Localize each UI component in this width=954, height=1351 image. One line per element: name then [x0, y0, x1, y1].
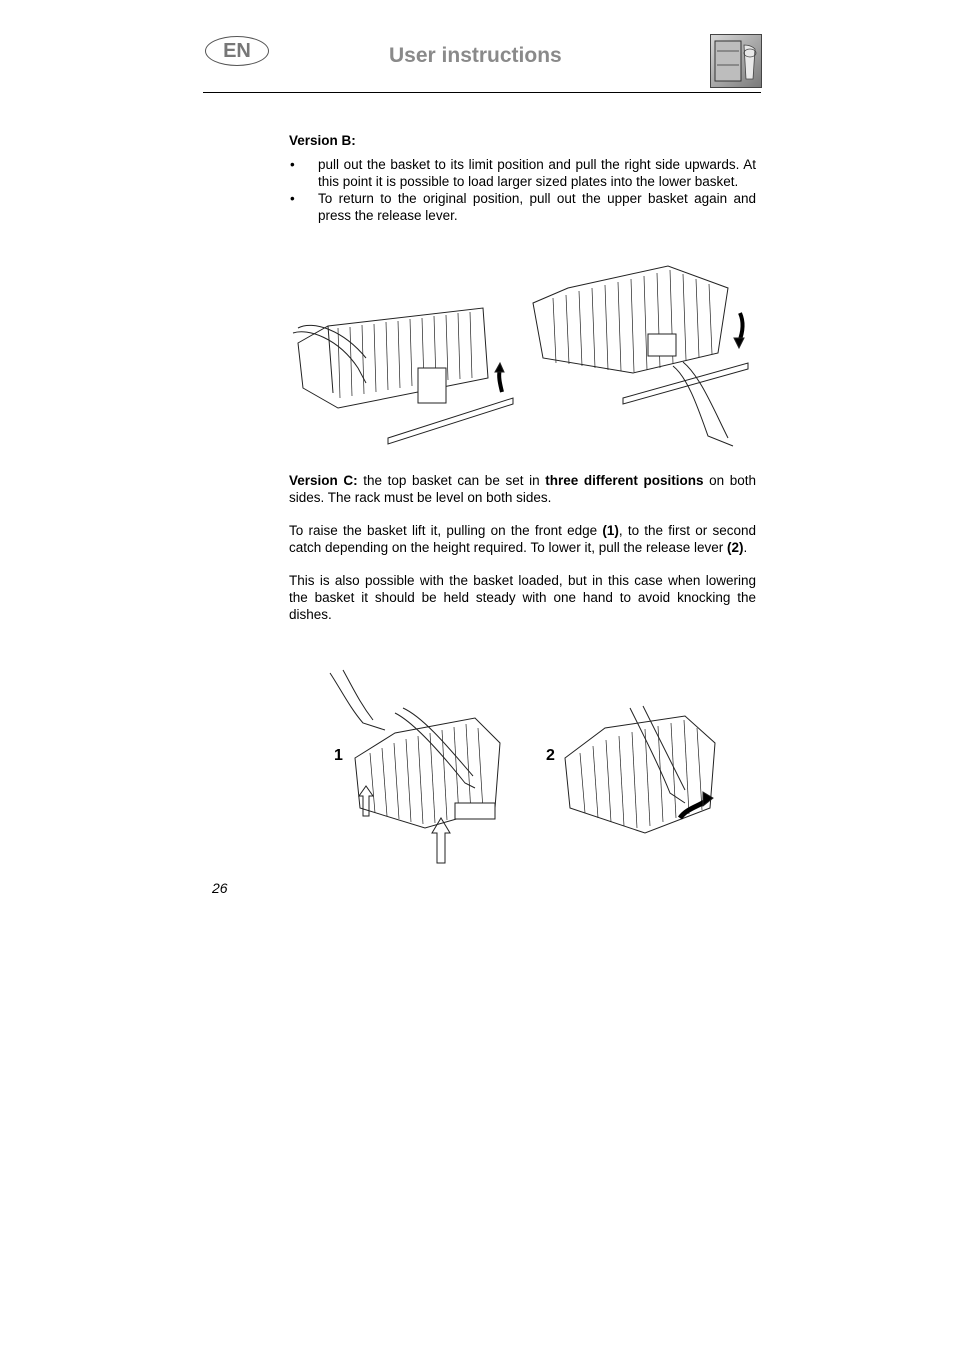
dishwasher-icon [710, 34, 762, 88]
figure-label-1: 1 [334, 747, 343, 764]
page-title: User instructions [389, 44, 562, 67]
list-item: • To return to the original position, pull out the upper basket again and press the release lever. [290, 191, 756, 223]
version-b-heading: Version B: [289, 133, 356, 148]
version-c-illustration [325, 668, 725, 868]
bullet-icon: • [290, 191, 295, 206]
language-badge: EN [205, 36, 269, 66]
list-item: • pull out the basket to its limit position and pull the right side upwards. At this point it is possible to load larger sized plates into the lower basket. [290, 157, 756, 189]
page-header [203, 30, 761, 94]
main-content [289, 132, 756, 224]
version-c-note: This is also possible with the basket loaded, but in this case when lowering the basket it should be held steady with one hand to avoid knocking the dishes. [289, 573, 756, 622]
version-c-intro: Version C: the top basket can be set in three different positions on both sides. The rack must be level on both sides. [289, 473, 756, 505]
version-b-list [289, 156, 756, 224]
version-b-illustration [288, 258, 758, 450]
version-c-section [289, 472, 756, 623]
figure-label-2: 2 [546, 747, 555, 764]
header-divider [203, 92, 761, 93]
version-c-raise: To raise the basket lift it, pulling on the front edge (1), to the first or second catch depending on the height required. To lower it, pull the release lever (2). [289, 523, 756, 555]
bullet-icon: • [290, 157, 295, 172]
page-number: 26 [212, 880, 228, 896]
